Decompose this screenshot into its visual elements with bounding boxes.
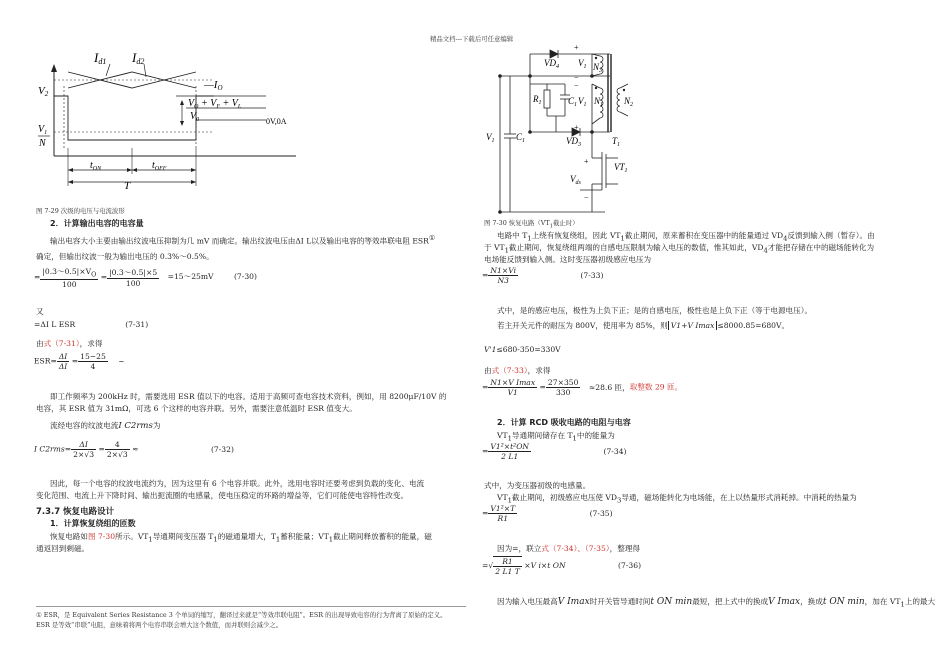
svg-text:+: + bbox=[584, 157, 589, 166]
vt1-label: $VT_1$ bbox=[614, 162, 628, 174]
section-heading-2: 2．计算输出电容的电容量 bbox=[50, 219, 144, 228]
paragraph: 由式（7-31），求得 bbox=[36, 339, 103, 348]
n3-label: $N_3$ bbox=[593, 62, 603, 74]
paragraph: 输出电容大小主要由输出纹波电压抑制为几 mV 而确定。输出纹波电压由ΔI L以及输出电容的等效串联电阻 ESR① bbox=[50, 234, 435, 246]
paragraph: 若主开关元件的耐压为 800V，使用率为 85%，则 V1+V Imax ≤8000.85=680V。 bbox=[497, 321, 790, 330]
io-label: —IO bbox=[204, 79, 223, 92]
page-header: 精品文档---下载后可任意编辑 bbox=[430, 35, 514, 43]
paragraph: 式中，为变压器初级的电感量。 bbox=[484, 481, 591, 490]
svg-text:+: + bbox=[574, 123, 579, 132]
equation-n3: = $\frac{\text{N1×V Imax}}{V1}$ = $\frac{27\times 350}{330}$ ≈28.6 匝，取整数 29 匝。 bbox=[482, 378, 683, 397]
figure-7-30-caption: 图 7-30 恢复电路（$VT_1$截止时） bbox=[484, 219, 579, 230]
vo-label: $V_0$ bbox=[190, 111, 200, 123]
v1-over-n-num: $V_1$ bbox=[38, 124, 48, 136]
equation-7-36: =√ $\frac{R1}{2 L1 T}$ ×V i×t ON (7-36) bbox=[482, 557, 642, 576]
vd4-label: $VD_4$ bbox=[544, 58, 559, 70]
text-you: 又 bbox=[36, 307, 44, 316]
id1-label: Id1 bbox=[94, 50, 107, 66]
r1-label: $R_1$ bbox=[533, 94, 542, 106]
vds-label: $V_{ds}$ bbox=[570, 174, 581, 186]
vo-vf-vl-label: $V_O + V_F + V_L$ bbox=[188, 98, 242, 110]
equation-7-32: I C2rms= $\frac{\Delta I}{2\times√3}$ = $\frac{4}{2\times√3}$ ≈ (7-32) bbox=[34, 440, 234, 459]
paragraph: 流经电容的纹波电流I C2rms为 bbox=[50, 421, 161, 431]
v1b-label: $V_1$ bbox=[578, 96, 587, 108]
paragraph: 电路中 $T_1$上绕有恢复绕组，因此 $VT_1$截止期间，原来蓄积在变压器中的能量通过 $VD_4$反馈到输入侧（暂存）。由 bbox=[497, 231, 875, 243]
n1-label: $N_1$ bbox=[594, 96, 604, 108]
paragraph: 通返回到剩磁。 bbox=[36, 544, 90, 553]
paragraph: 由式（7-33），求得 bbox=[484, 366, 551, 375]
paragraph: 因为输入电压最高V Imax时开关管导通时间t ON min最短，把上式中的换成V Imax，换成t ON min，加在 $VT_1$上的最大 bbox=[497, 597, 936, 609]
paragraph: 因为=，联立式（7-34）、（7-35），整理得 bbox=[497, 544, 641, 553]
circuit-figure-7-30 bbox=[480, 40, 650, 218]
ci-label: $C_1$ bbox=[516, 132, 526, 144]
paragraph: 确定，但输出纹波一般为输出电压的 0.3%～0.5%。 bbox=[36, 252, 214, 261]
toff-label: $t_{OFF}$ bbox=[152, 160, 167, 172]
paragraph: 电容，其 ESR 值为 31mΩ，可选 6 个这样的电容并联。另外，需要注意低温时 ESR 值变大。 bbox=[36, 404, 357, 413]
vd3-label: $VD_3$ bbox=[566, 136, 581, 148]
ton-label: $t_{ON}$ bbox=[90, 160, 102, 172]
paragraph: 电场能反馈到输入侧。这时变压器初级感应电压为 bbox=[484, 255, 652, 264]
paragraph: 于 $VT_1$截止期间，恢复绕组两端的自感电压限制为输入电压的数值，惟其如此，$VD_4$才能把存储在中的磁场能转化为 bbox=[484, 243, 875, 255]
id2-label: Id2 bbox=[132, 50, 145, 66]
section-heading-1: 1．计算恢复绕组的匝数 bbox=[50, 519, 136, 528]
svg-text:−: − bbox=[574, 73, 579, 82]
equation-7-30: = $\frac{|0.3\sim 0.5|\times V_O}{100}$ = $\frac{|0.3\sim 0.5|\times 5}{100}$ =15～25mV (7-30) bbox=[34, 267, 257, 289]
footnote: ESR 是等效“串联”电阻，意味着将两个电容串联会增大这个数值，而并联则会减少之。 bbox=[36, 621, 283, 629]
equation-esr: ESR= $\frac{\Delta I}{\Delta I}$ = $\frac{15\sim 25}{4}$ ~ bbox=[34, 352, 125, 371]
paragraph: 因此，每一个电容的纹波电流约为，因为这里有 6 个电容并联。此外，选用电容时还要考虑到负载的变化、电流 bbox=[50, 479, 425, 488]
equation-7-33: = $\frac{N1\times Vi}{N3}$ (7-33) bbox=[482, 266, 604, 285]
ref-link[interactable]: 式（7-33） bbox=[491, 366, 528, 375]
paragraph: 变化范围、电流上升下降时间、输出扼流圈的电感量，使电压稳定的环路的增益等，它们可能使电容特性改变。 bbox=[36, 491, 409, 500]
figure-ref-link[interactable]: 图 7-30 bbox=[87, 532, 116, 541]
t1-label: $T_1$ bbox=[612, 136, 621, 148]
paragraph: $VT_1$截止期间，初级感应电压使 $VD_3$导通，磁场能转化为电场能，在上以热量形式消耗掉。中消耗的热量为 bbox=[497, 493, 857, 505]
svg-text:−: − bbox=[584, 193, 589, 202]
paragraph: $VT_1$导通期间储存在 $T_1$中的能量为 bbox=[497, 431, 615, 443]
v2-label: V2 bbox=[38, 85, 49, 98]
c1-label: $C_1$ bbox=[568, 96, 578, 108]
footnote: ① ESR，是 Equivalent Series Resistance 3 个单词的缩写，翻译过来就是“等效串联电阻”。ESR 的出现导致电容的行为背离了原始的定义。 bbox=[36, 611, 447, 619]
equation-v1: V'1≤680-350=330V bbox=[484, 345, 561, 354]
svg-text:−: − bbox=[574, 81, 579, 90]
n2-label: $N_2$ bbox=[624, 96, 634, 108]
ref-link[interactable]: 式（7-34）、（7-35） bbox=[541, 544, 610, 553]
paragraph: 即工作频率为 200kHz 时，需要选用 ESR 值以下的电容。适用于高频可查电容技术资料，例如，用 8200μF/10V 的 bbox=[50, 392, 447, 401]
section-heading-7-3-7: 7.3.7 恢复电路设计 bbox=[36, 507, 115, 517]
equation-7-31: =ΔI L ESR (7-31) bbox=[34, 320, 149, 329]
waveform-figure-7-29 bbox=[36, 44, 306, 204]
zero-label: 0V,0A bbox=[266, 117, 287, 126]
paragraph: 式中，是的感应电压，极性为上负下正；是的自感电压，极性也是上负下正（等于电源电压）。 bbox=[497, 306, 813, 315]
vi-label: $V_1$ bbox=[486, 132, 495, 144]
section-heading-2-rcd: 2．计算 RCD 吸收电路的电阻与电容 bbox=[497, 418, 631, 427]
equation-7-35: = $\frac{\text{V1²×T}}{R1}$ (7-35) bbox=[482, 504, 613, 523]
figure-7-29-caption: 图 7-29 次级的电压与电流波形 bbox=[36, 207, 125, 215]
ref-link[interactable]: 式（7-31） bbox=[43, 339, 80, 348]
svg-text:+: + bbox=[574, 43, 579, 52]
footnote-divider bbox=[36, 606, 466, 607]
v1-label: $V_1$ bbox=[578, 58, 587, 70]
v1-over-n-den: N bbox=[39, 138, 46, 149]
paragraph: 恢复电路如图 7-30所示。$VT_1$导通期间变压器 $T_1$的磁通量增大，$T_1$蓄积能量；$VT_1$截止期间释放蓄积的能量，磁 bbox=[50, 532, 432, 544]
period-label: T bbox=[124, 180, 131, 192]
equation-7-34: = $\frac{\text{V1²×t²ON}}{2 L1}$ (7-34) bbox=[482, 442, 627, 461]
